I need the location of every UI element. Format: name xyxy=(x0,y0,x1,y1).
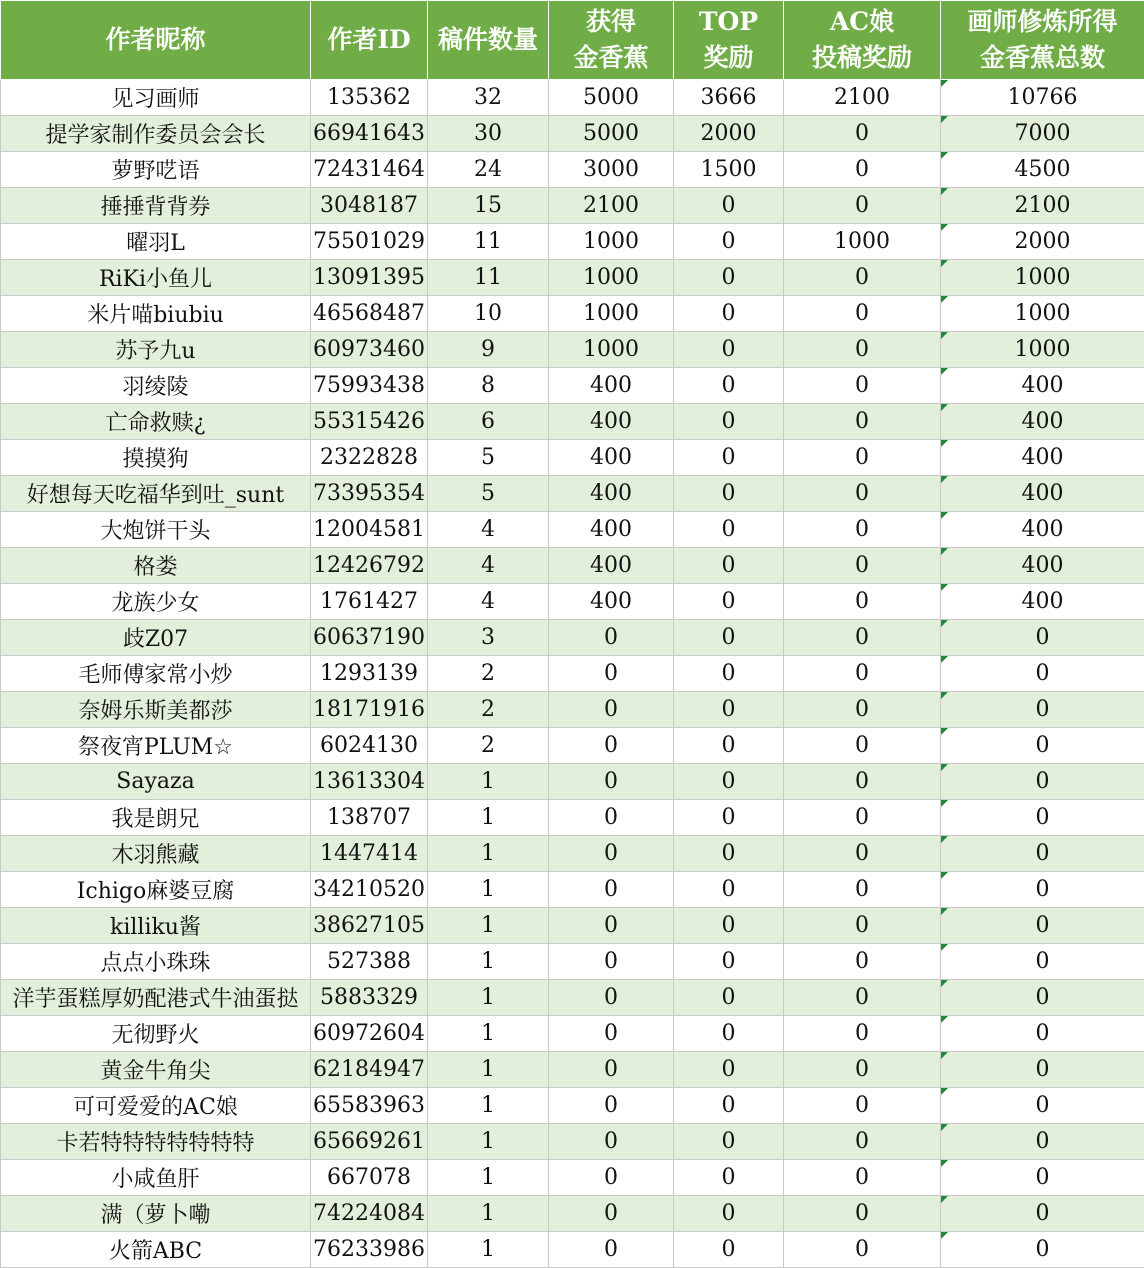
nickname-cell[interactable]: 祭夜宵PLUM☆ xyxy=(1,728,311,764)
author-id-cell[interactable]: 55315426 xyxy=(311,404,428,440)
table-row xyxy=(1,512,1144,548)
ac-reward-cell[interactable]: 2100 xyxy=(784,80,941,116)
submission-count-cell[interactable]: 11 xyxy=(428,224,549,260)
total-cell[interactable]: 1000 xyxy=(941,296,1144,332)
nickname-cell[interactable]: 米片喵biubiu xyxy=(1,296,311,332)
top-reward-cell[interactable]: 0 xyxy=(674,1052,784,1088)
table-row xyxy=(1,1088,1144,1124)
author-id-cell[interactable]: 38627105 xyxy=(311,908,428,944)
top-reward-cell[interactable]: 0 xyxy=(674,512,784,548)
total-cell[interactable]: 1000 xyxy=(941,260,1144,296)
ac-reward-cell[interactable]: 0 xyxy=(784,440,941,476)
gold-banana-cell[interactable]: 400 xyxy=(549,548,674,584)
author-id-cell[interactable]: 73395354 xyxy=(311,476,428,512)
gold-banana-cell[interactable]: 400 xyxy=(549,512,674,548)
gold-banana-cell[interactable]: 1000 xyxy=(549,296,674,332)
nickname-cell[interactable]: 亡命救赎¿ xyxy=(1,404,311,440)
ac-reward-cell[interactable]: 0 xyxy=(784,1016,941,1052)
table-row xyxy=(1,548,1144,584)
top-reward-cell[interactable]: 0 xyxy=(674,656,784,692)
total-cell[interactable]: 400 xyxy=(941,404,1144,440)
ac-reward-cell[interactable]: 0 xyxy=(784,188,941,224)
ac-reward-cell[interactable]: 0 xyxy=(784,368,941,404)
gold-banana-cell[interactable]: 0 xyxy=(549,764,674,800)
nickname-cell[interactable]: 见习画师 xyxy=(1,80,311,116)
ac-reward-cell[interactable]: 0 xyxy=(784,728,941,764)
author-id-cell[interactable]: 12426792 xyxy=(311,548,428,584)
author-id-cell[interactable]: 65583963 xyxy=(311,1088,428,1124)
total-cell[interactable]: 400 xyxy=(941,512,1144,548)
top-reward-cell[interactable]: 0 xyxy=(674,260,784,296)
gold-banana-cell[interactable]: 0 xyxy=(549,1160,674,1196)
nickname-cell[interactable]: 曜羽L xyxy=(1,224,311,260)
author-id-cell[interactable]: 135362 xyxy=(311,80,428,116)
gold-banana-cell[interactable]: 0 xyxy=(549,908,674,944)
submission-count-cell[interactable]: 2 xyxy=(428,692,549,728)
total-cell[interactable]: 0 xyxy=(941,800,1144,836)
gold-banana-cell[interactable]: 0 xyxy=(549,1052,674,1088)
ac-reward-cell[interactable]: 0 xyxy=(784,764,941,800)
gold-banana-cell[interactable]: 400 xyxy=(549,440,674,476)
submission-count-cell[interactable]: 15 xyxy=(428,188,549,224)
table-row xyxy=(1,1124,1144,1160)
nickname-cell[interactable]: 好想每天吃福华到吐_sunt xyxy=(1,476,311,512)
ac-reward-cell[interactable]: 0 xyxy=(784,872,941,908)
total-cell[interactable]: 2000 xyxy=(941,224,1144,260)
ac-reward-cell[interactable]: 0 xyxy=(784,1088,941,1124)
gold-banana-cell[interactable]: 400 xyxy=(549,404,674,440)
submission-count-cell[interactable]: 4 xyxy=(428,584,549,620)
total-cell[interactable]: 400 xyxy=(941,584,1144,620)
gold-banana-cell[interactable]: 1000 xyxy=(549,332,674,368)
table-row xyxy=(1,692,1144,728)
total-cell[interactable]: 0 xyxy=(941,1196,1144,1232)
top-reward-cell[interactable]: 0 xyxy=(674,440,784,476)
author-id-cell[interactable]: 34210520 xyxy=(311,872,428,908)
ac-reward-cell[interactable]: 0 xyxy=(784,152,941,188)
gold-banana-cell[interactable]: 1000 xyxy=(549,260,674,296)
gold-banana-cell[interactable]: 1000 xyxy=(549,224,674,260)
top-reward-cell[interactable]: 0 xyxy=(674,620,784,656)
top-reward-cell[interactable]: 0 xyxy=(674,836,784,872)
col-header-top-reward[interactable]: TOP 奖励 xyxy=(674,1,784,80)
top-reward-cell[interactable]: 0 xyxy=(674,368,784,404)
ac-reward-cell[interactable]: 0 xyxy=(784,296,941,332)
top-reward-cell[interactable]: 0 xyxy=(674,1196,784,1232)
submission-count-cell[interactable]: 1 xyxy=(428,872,549,908)
gold-banana-cell[interactable]: 400 xyxy=(549,368,674,404)
author-id-cell[interactable]: 1293139 xyxy=(311,656,428,692)
submission-count-cell[interactable]: 1 xyxy=(428,764,549,800)
header-row xyxy=(1,1,1144,80)
gold-banana-cell[interactable]: 5000 xyxy=(549,116,674,152)
ac-reward-cell[interactable]: 0 xyxy=(784,692,941,728)
table-row xyxy=(1,584,1144,620)
author-id-cell[interactable]: 72431464 xyxy=(311,152,428,188)
top-reward-cell[interactable]: 0 xyxy=(674,332,784,368)
col-header-nickname[interactable]: 作者昵称 xyxy=(1,1,311,80)
submission-count-cell[interactable]: 9 xyxy=(428,332,549,368)
table-row xyxy=(1,980,1144,1016)
total-cell[interactable]: 400 xyxy=(941,548,1144,584)
top-reward-cell[interactable]: 0 xyxy=(674,296,784,332)
gold-banana-cell[interactable]: 0 xyxy=(549,692,674,728)
nickname-cell[interactable]: 提学家制作委员会会长 xyxy=(1,116,311,152)
table-row xyxy=(1,224,1144,260)
submission-count-cell[interactable]: 5 xyxy=(428,440,549,476)
author-id-cell[interactable]: 75501029 xyxy=(311,224,428,260)
total-cell[interactable]: 0 xyxy=(941,656,1144,692)
col-header-gold-banana[interactable]: 获得 金香蕉 xyxy=(549,1,674,80)
nickname-cell[interactable]: 苏予九u xyxy=(1,332,311,368)
gold-banana-cell[interactable]: 0 xyxy=(549,1124,674,1160)
top-reward-cell[interactable]: 0 xyxy=(674,764,784,800)
top-reward-cell[interactable]: 0 xyxy=(674,908,784,944)
table-body xyxy=(1,80,1144,1268)
table-row xyxy=(1,116,1144,152)
top-reward-cell[interactable]: 0 xyxy=(674,728,784,764)
nickname-cell[interactable]: 我是朗兄 xyxy=(1,800,311,836)
nickname-cell[interactable]: 无彻野火 xyxy=(1,1016,311,1052)
nickname-cell[interactable]: 满（萝卜嘞 xyxy=(1,1196,311,1232)
col-header-ac-reward[interactable]: AC娘 投稿奖励 xyxy=(784,1,941,80)
gold-banana-cell[interactable]: 0 xyxy=(549,1016,674,1052)
col-header-author-id[interactable]: 作者ID xyxy=(311,1,428,80)
nickname-cell[interactable]: 火箭ABC xyxy=(1,1232,311,1268)
gold-banana-cell[interactable]: 0 xyxy=(549,944,674,980)
gold-banana-cell[interactable]: 5000 xyxy=(549,80,674,116)
nickname-cell[interactable]: 毛师傅家常小炒 xyxy=(1,656,311,692)
nickname-cell[interactable]: 可可爱爱的AC娘 xyxy=(1,1088,311,1124)
gold-banana-cell[interactable]: 0 xyxy=(549,1196,674,1232)
total-cell[interactable]: 400 xyxy=(941,476,1144,512)
ac-reward-cell[interactable]: 0 xyxy=(784,1052,941,1088)
table-row xyxy=(1,620,1144,656)
nickname-cell[interactable]: 捶捶背背券 xyxy=(1,188,311,224)
ac-reward-cell[interactable]: 0 xyxy=(784,332,941,368)
table-row xyxy=(1,872,1144,908)
top-reward-cell[interactable]: 3666 xyxy=(674,80,784,116)
top-reward-cell[interactable]: 0 xyxy=(674,1088,784,1124)
table-row xyxy=(1,1016,1144,1052)
submission-count-cell[interactable]: 1 xyxy=(428,944,549,980)
total-cell[interactable]: 400 xyxy=(941,368,1144,404)
nickname-cell[interactable]: 洋芋蛋糕厚奶配港式牛油蛋挞 xyxy=(1,980,311,1016)
gold-banana-cell[interactable]: 0 xyxy=(549,656,674,692)
gold-banana-cell[interactable]: 3000 xyxy=(549,152,674,188)
submission-count-cell[interactable]: 1 xyxy=(428,1052,549,1088)
table-row xyxy=(1,1052,1144,1088)
total-cell[interactable]: 0 xyxy=(941,980,1144,1016)
nickname-cell[interactable]: 摸摸狗 xyxy=(1,440,311,476)
author-id-cell[interactable]: 60972604 xyxy=(311,1016,428,1052)
nickname-cell[interactable]: Sayaza xyxy=(1,764,311,800)
table-row xyxy=(1,764,1144,800)
total-cell[interactable]: 0 xyxy=(941,1124,1144,1160)
submission-count-cell[interactable]: 11 xyxy=(428,260,549,296)
table-row xyxy=(1,404,1144,440)
author-id-cell[interactable]: 12004581 xyxy=(311,512,428,548)
total-cell[interactable]: 4500 xyxy=(941,152,1144,188)
top-reward-cell[interactable]: 0 xyxy=(674,1232,784,1268)
table-row xyxy=(1,800,1144,836)
gold-banana-cell[interactable]: 0 xyxy=(549,1232,674,1268)
submission-count-cell[interactable]: 5 xyxy=(428,476,549,512)
author-id-cell[interactable]: 1761427 xyxy=(311,584,428,620)
table-row xyxy=(1,476,1144,512)
total-cell[interactable]: 2100 xyxy=(941,188,1144,224)
ac-reward-cell[interactable]: 0 xyxy=(784,656,941,692)
gold-banana-cell[interactable]: 0 xyxy=(549,872,674,908)
top-reward-cell[interactable]: 0 xyxy=(674,224,784,260)
author-id-cell[interactable]: 667078 xyxy=(311,1160,428,1196)
top-reward-cell[interactable]: 0 xyxy=(674,944,784,980)
ac-reward-cell[interactable]: 0 xyxy=(784,476,941,512)
author-id-cell[interactable]: 46568487 xyxy=(311,296,428,332)
table-row xyxy=(1,188,1144,224)
submission-count-cell[interactable]: 1 xyxy=(428,1088,549,1124)
total-cell[interactable]: 0 xyxy=(941,908,1144,944)
submission-count-cell[interactable]: 4 xyxy=(428,548,549,584)
nickname-cell[interactable]: 点点小珠珠 xyxy=(1,944,311,980)
nickname-cell[interactable]: 黄金牛角尖 xyxy=(1,1052,311,1088)
submission-count-cell[interactable]: 24 xyxy=(428,152,549,188)
author-id-cell[interactable]: 5883329 xyxy=(311,980,428,1016)
table-row xyxy=(1,368,1144,404)
col-header-submission-count[interactable]: 稿件数量 xyxy=(428,1,549,80)
ac-reward-cell[interactable]: 0 xyxy=(784,1160,941,1196)
table-row xyxy=(1,1232,1144,1268)
table-row xyxy=(1,332,1144,368)
author-id-cell[interactable]: 1447414 xyxy=(311,836,428,872)
submission-count-cell[interactable]: 2 xyxy=(428,656,549,692)
submission-count-cell[interactable]: 30 xyxy=(428,116,549,152)
top-reward-cell[interactable]: 0 xyxy=(674,1160,784,1196)
table-row xyxy=(1,908,1144,944)
author-id-cell[interactable]: 13091395 xyxy=(311,260,428,296)
author-id-cell[interactable]: 66941643 xyxy=(311,116,428,152)
total-cell[interactable]: 0 xyxy=(941,1232,1144,1268)
ac-reward-cell[interactable]: 0 xyxy=(784,512,941,548)
ac-reward-cell[interactable]: 0 xyxy=(784,800,941,836)
gold-banana-cell[interactable]: 0 xyxy=(549,836,674,872)
submission-count-cell[interactable]: 1 xyxy=(428,1196,549,1232)
nickname-cell[interactable]: 大炮饼干头 xyxy=(1,512,311,548)
total-cell[interactable]: 0 xyxy=(941,1088,1144,1124)
submission-count-cell[interactable]: 1 xyxy=(428,836,549,872)
nickname-cell[interactable]: 歧Z07 xyxy=(1,620,311,656)
submission-count-cell[interactable]: 1 xyxy=(428,908,549,944)
nickname-cell[interactable]: 羽绫陵 xyxy=(1,368,311,404)
total-cell[interactable]: 0 xyxy=(941,1052,1144,1088)
total-cell[interactable]: 0 xyxy=(941,764,1144,800)
ac-reward-cell[interactable]: 0 xyxy=(784,836,941,872)
nickname-cell[interactable]: 卡若特特特特特特特 xyxy=(1,1124,311,1160)
total-cell[interactable]: 0 xyxy=(941,692,1144,728)
ac-reward-cell[interactable]: 0 xyxy=(784,908,941,944)
submission-count-cell[interactable]: 4 xyxy=(428,512,549,548)
total-cell[interactable]: 1000 xyxy=(941,332,1144,368)
author-id-cell[interactable]: 62184947 xyxy=(311,1052,428,1088)
top-reward-cell[interactable]: 0 xyxy=(674,584,784,620)
ac-reward-cell[interactable]: 0 xyxy=(784,548,941,584)
table-row xyxy=(1,656,1144,692)
submission-count-cell[interactable]: 8 xyxy=(428,368,549,404)
submission-count-cell[interactable]: 3 xyxy=(428,620,549,656)
gold-banana-cell[interactable]: 400 xyxy=(549,584,674,620)
table-row xyxy=(1,1160,1144,1196)
author-id-cell[interactable]: 65669261 xyxy=(311,1124,428,1160)
nickname-cell[interactable]: 格娄 xyxy=(1,548,311,584)
ac-reward-cell[interactable]: 1000 xyxy=(784,224,941,260)
submission-count-cell[interactable]: 1 xyxy=(428,800,549,836)
author-id-cell[interactable]: 13613304 xyxy=(311,764,428,800)
author-id-cell[interactable]: 60973460 xyxy=(311,332,428,368)
submission-count-cell[interactable]: 1 xyxy=(428,980,549,1016)
top-reward-cell[interactable]: 2000 xyxy=(674,116,784,152)
gold-banana-cell[interactable]: 0 xyxy=(549,728,674,764)
author-id-cell[interactable]: 60637190 xyxy=(311,620,428,656)
ac-reward-cell[interactable]: 0 xyxy=(784,1196,941,1232)
top-reward-cell[interactable]: 0 xyxy=(674,404,784,440)
table-row xyxy=(1,440,1144,476)
author-id-cell[interactable]: 6024130 xyxy=(311,728,428,764)
gold-banana-cell[interactable]: 0 xyxy=(549,620,674,656)
ac-reward-cell[interactable]: 0 xyxy=(784,116,941,152)
author-id-cell[interactable]: 3048187 xyxy=(311,188,428,224)
nickname-cell[interactable]: 小咸鱼肝 xyxy=(1,1160,311,1196)
gold-banana-cell[interactable]: 0 xyxy=(549,800,674,836)
top-reward-cell[interactable]: 0 xyxy=(674,800,784,836)
table-row xyxy=(1,944,1144,980)
ac-reward-cell[interactable]: 0 xyxy=(784,1124,941,1160)
author-id-cell[interactable]: 527388 xyxy=(311,944,428,980)
total-cell[interactable]: 7000 xyxy=(941,116,1144,152)
gold-banana-cell[interactable]: 2100 xyxy=(549,188,674,224)
top-reward-cell[interactable]: 0 xyxy=(674,188,784,224)
total-cell[interactable]: 0 xyxy=(941,872,1144,908)
total-cell[interactable]: 0 xyxy=(941,620,1144,656)
table-row xyxy=(1,1196,1144,1232)
top-reward-cell[interactable]: 0 xyxy=(674,1124,784,1160)
author-id-cell[interactable]: 138707 xyxy=(311,800,428,836)
total-cell[interactable]: 400 xyxy=(941,440,1144,476)
author-id-cell[interactable]: 74224084 xyxy=(311,1196,428,1232)
nickname-cell[interactable]: 萝野呓语 xyxy=(1,152,311,188)
table-row xyxy=(1,836,1144,872)
author-id-cell[interactable]: 75993438 xyxy=(311,368,428,404)
ac-reward-cell[interactable]: 0 xyxy=(784,260,941,296)
submission-count-cell[interactable]: 1 xyxy=(428,1160,549,1196)
author-id-cell[interactable]: 2322828 xyxy=(311,440,428,476)
total-cell[interactable]: 0 xyxy=(941,944,1144,980)
ac-reward-cell[interactable]: 0 xyxy=(784,980,941,1016)
submission-count-cell[interactable]: 10 xyxy=(428,296,549,332)
table-row xyxy=(1,80,1144,116)
col-header-total[interactable]: 画师修炼所得 金香蕉总数 xyxy=(941,1,1144,80)
nickname-cell[interactable]: 龙族少女 xyxy=(1,584,311,620)
nickname-cell[interactable]: killiku酱 xyxy=(1,908,311,944)
total-cell[interactable]: 0 xyxy=(941,1016,1144,1052)
ac-reward-cell[interactable]: 0 xyxy=(784,584,941,620)
total-cell[interactable]: 0 xyxy=(941,728,1144,764)
submission-count-cell[interactable]: 6 xyxy=(428,404,549,440)
ac-reward-cell[interactable]: 0 xyxy=(784,1232,941,1268)
top-reward-cell[interactable]: 0 xyxy=(674,980,784,1016)
submission-count-cell[interactable]: 1 xyxy=(428,1124,549,1160)
ac-reward-cell[interactable]: 0 xyxy=(784,404,941,440)
top-reward-cell[interactable]: 0 xyxy=(674,1016,784,1052)
nickname-cell[interactable]: RiKi小鱼儿 xyxy=(1,260,311,296)
total-cell[interactable]: 10766 xyxy=(941,80,1144,116)
nickname-cell[interactable]: 木羽熊藏 xyxy=(1,836,311,872)
submission-count-cell[interactable]: 1 xyxy=(428,1232,549,1268)
top-reward-cell[interactable]: 0 xyxy=(674,476,784,512)
table-row xyxy=(1,296,1144,332)
top-reward-cell[interactable]: 1500 xyxy=(674,152,784,188)
table-row xyxy=(1,260,1144,296)
table-row xyxy=(1,152,1144,188)
nickname-cell[interactable]: 奈姆乐斯美都莎 xyxy=(1,692,311,728)
top-reward-cell[interactable]: 0 xyxy=(674,548,784,584)
gold-banana-cell[interactable]: 0 xyxy=(549,1088,674,1124)
ac-reward-cell[interactable]: 0 xyxy=(784,620,941,656)
ac-reward-cell[interactable]: 0 xyxy=(784,944,941,980)
submission-count-cell[interactable]: 1 xyxy=(428,1016,549,1052)
gold-banana-cell[interactable]: 400 xyxy=(549,476,674,512)
nickname-cell[interactable]: Ichigo麻婆豆腐 xyxy=(1,872,311,908)
total-cell[interactable]: 0 xyxy=(941,836,1144,872)
top-reward-cell[interactable]: 0 xyxy=(674,872,784,908)
gold-banana-cell[interactable]: 0 xyxy=(549,980,674,1016)
top-reward-cell[interactable]: 0 xyxy=(674,692,784,728)
table-row xyxy=(1,728,1144,764)
submission-count-cell[interactable]: 32 xyxy=(428,80,549,116)
total-cell[interactable]: 0 xyxy=(941,1160,1144,1196)
author-id-cell[interactable]: 18171916 xyxy=(311,692,428,728)
submission-count-cell[interactable]: 2 xyxy=(428,728,549,764)
author-id-cell[interactable]: 76233986 xyxy=(311,1232,428,1268)
